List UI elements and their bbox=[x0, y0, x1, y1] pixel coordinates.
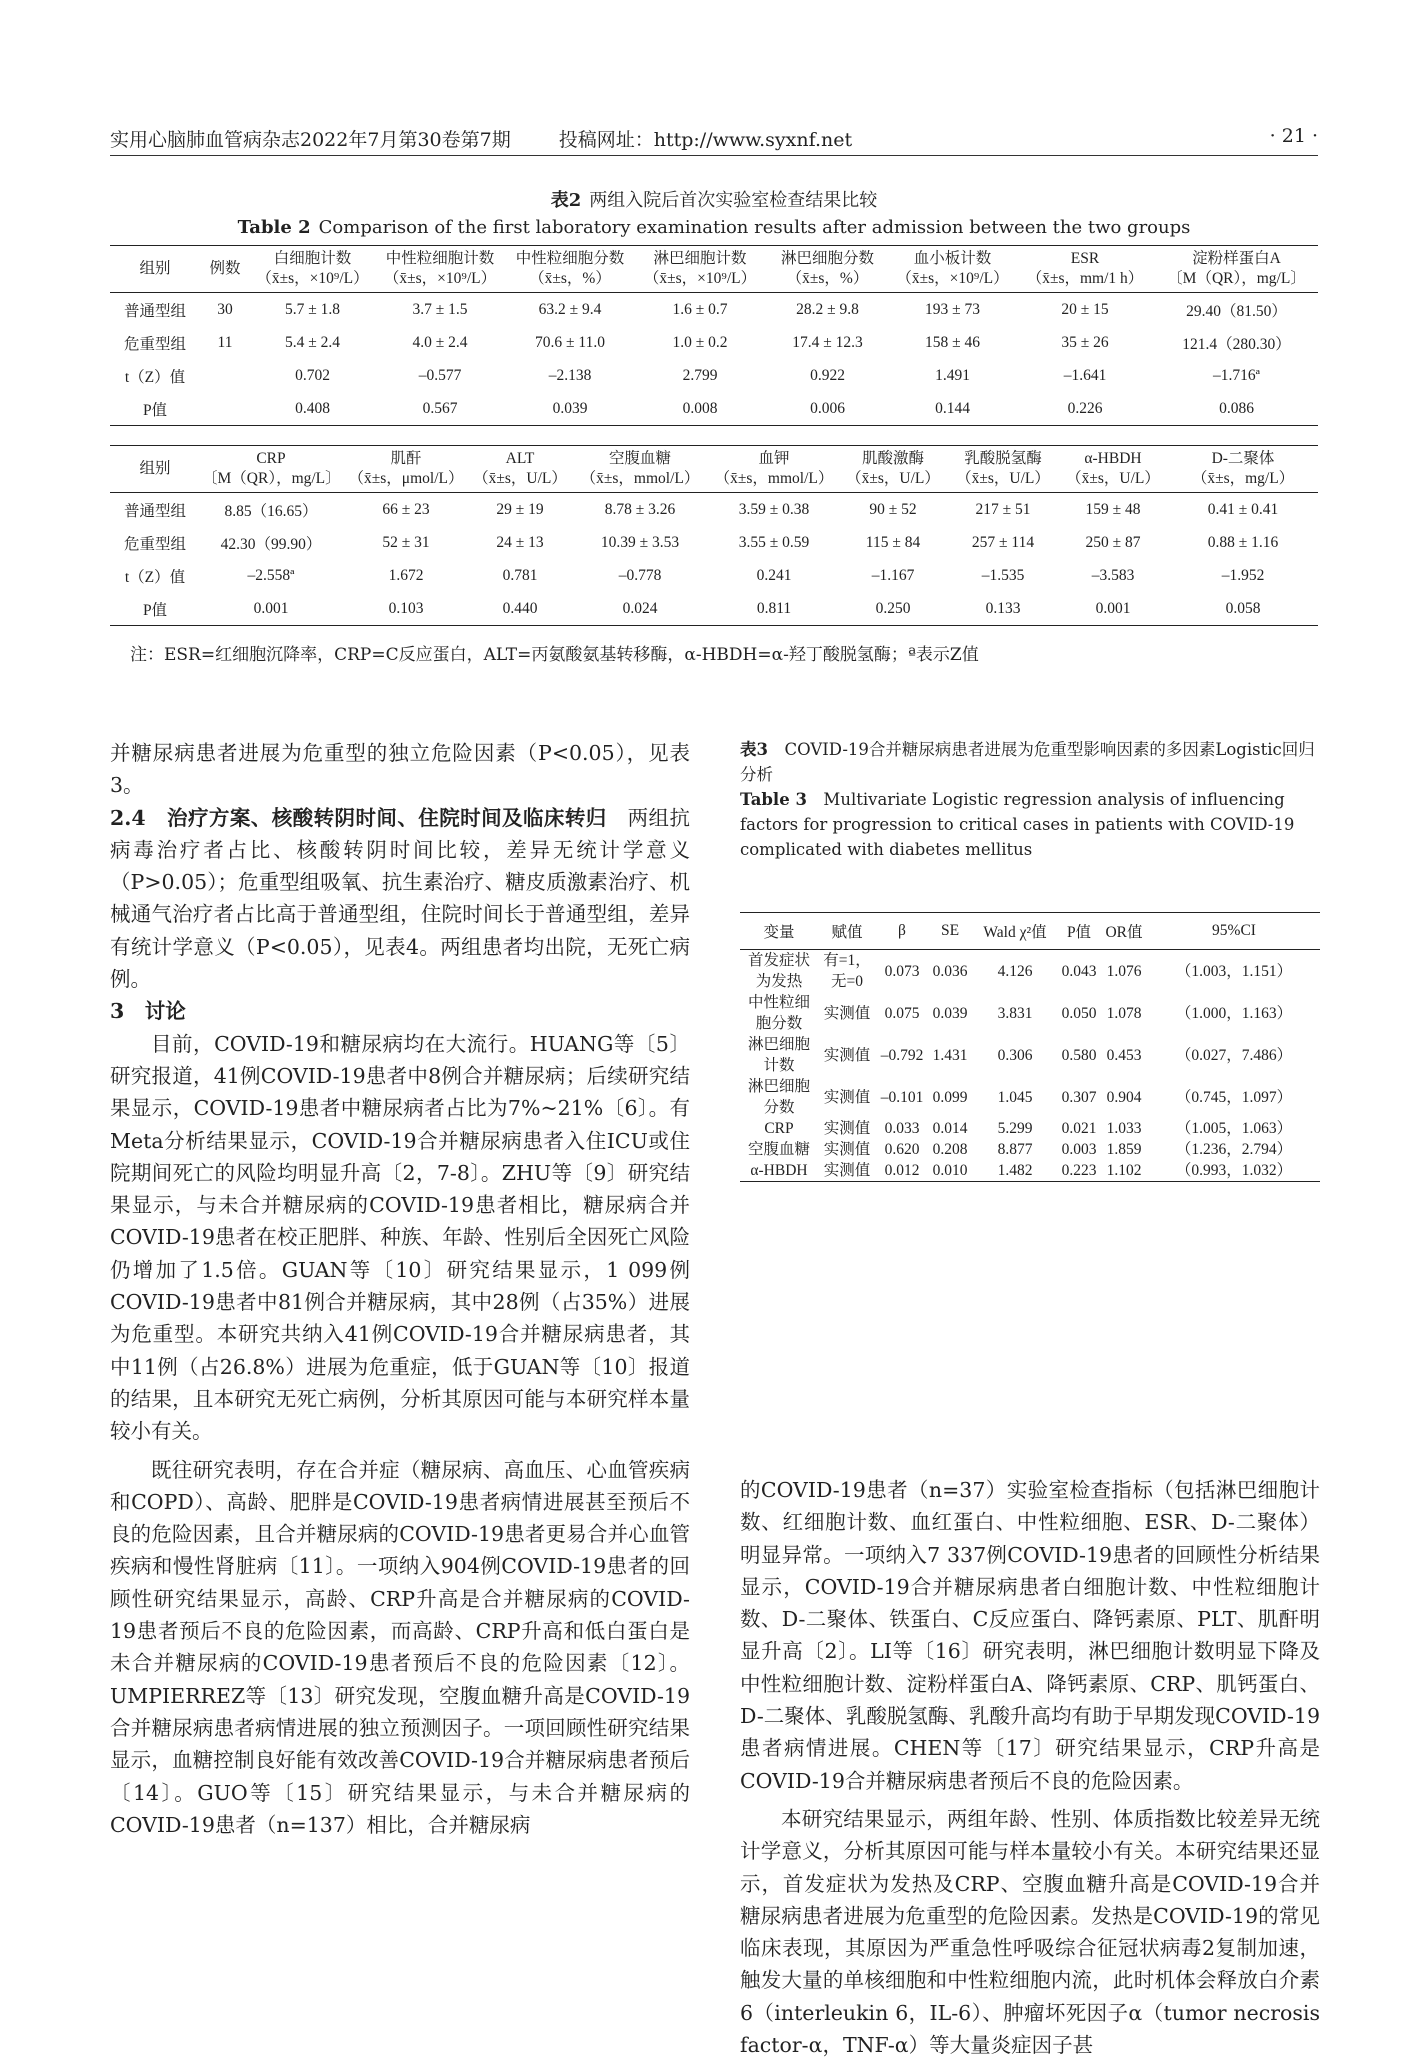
table2-part1-cell: –1.716ª bbox=[1213, 366, 1260, 384]
table3-cell: 8.877 bbox=[997, 1141, 1033, 1158]
table2-part2-cell: 250 ± 87 bbox=[1085, 533, 1141, 551]
table2-part1-cell: 70.6 ± 11.0 bbox=[535, 333, 605, 351]
table3-cell: 0.073 bbox=[884, 962, 920, 980]
table3-label-en: Table 3 bbox=[740, 790, 807, 809]
table2-part2-cell: –1.535 bbox=[981, 566, 1025, 584]
paragraph: 本研究结果显示，两组年龄、性别、体质指数比较差异无统计学意义，分析其原因可能与样本量较小有关。本研究结果还显示，首发症状为发热及CRP、空腹血糖升高是COVID-19合并糖尿病患者进展为危重型的危险因素。发热是COVID-19的常见临床表现，其原因为严重急性呼吸综合征冠状病毒2复制加速，触发大量的单核细胞和中性粒细胞内流，此时机体会释放白介素6（interleukin 6，IL-6）、肿瘤坏死因子α（tumor necrosis factor-α，TNF-α）等大量炎症因子甚 bbox=[740, 1806, 1320, 2058]
table2-part1-cell: 3.7 ± 1.5 bbox=[412, 300, 468, 318]
table2-part1-header-cell: 血小板计数 （x̄±s，×10⁹/L） bbox=[896, 250, 1009, 287]
table3-cell: 0.012 bbox=[884, 1162, 920, 1179]
table2-part2-cell: 0.781 bbox=[502, 566, 538, 584]
table2-part1-cell: 63.2 ± 9.4 bbox=[538, 300, 602, 318]
table3-row bbox=[740, 950, 1320, 993]
table3-cell: 实测值 bbox=[823, 1046, 871, 1064]
table2-part2-cell: 3.59 ± 0.38 bbox=[738, 500, 810, 518]
table3-cell: 中性粒细胞分数 bbox=[747, 994, 810, 1032]
table2-part1-cell: 危重型组 bbox=[123, 335, 186, 353]
table3-header-cell: β bbox=[898, 922, 906, 939]
table3-header-cell: 赋值 bbox=[831, 924, 863, 941]
table2-part2-cell: 0.024 bbox=[622, 599, 658, 617]
page-number: · 21 · bbox=[1269, 125, 1318, 147]
table2-part1-cell: t（Z）值 bbox=[124, 368, 186, 386]
right-column bbox=[740, 1474, 1320, 2061]
journal-name: 实用心脑肺血管病杂志2022年7月第30卷第7期 bbox=[110, 129, 511, 151]
table3-cell: 0.033 bbox=[884, 1120, 920, 1137]
table3-cell: 实测值 bbox=[823, 1162, 871, 1179]
table2-part1-cell: 20 ± 15 bbox=[1061, 300, 1109, 318]
table2-part1-cell: –1.641 bbox=[1063, 366, 1107, 384]
table2-part2-cell: –1.952 bbox=[1221, 566, 1265, 584]
table2-part2-header-cell: CRP 〔M（QR），mg/L〕 bbox=[202, 450, 341, 487]
table2-part2-cell: –1.167 bbox=[871, 566, 915, 584]
table2-part1-header-cell: 组别 bbox=[139, 260, 171, 277]
table3-cell: 0.075 bbox=[884, 1004, 920, 1022]
table2-part2-cell: 0.88 ± 1.16 bbox=[1207, 533, 1279, 551]
table2-part1-cell: 29.40（81.50） bbox=[1186, 302, 1287, 320]
table2-part1-cell: 193 ± 73 bbox=[924, 300, 980, 318]
table3-cell: 0.039 bbox=[932, 1004, 968, 1022]
table2-part1-cell: 121.4（280.30） bbox=[1182, 335, 1291, 353]
table2-part2-cell: 8.78 ± 3.26 bbox=[604, 500, 676, 518]
table3-cell: 1.102 bbox=[1106, 1162, 1142, 1179]
table3-header-cell: P值 bbox=[1066, 924, 1092, 941]
table2-part1-cell: 2.799 bbox=[682, 366, 718, 384]
table2-part1-cell: 35 ± 26 bbox=[1061, 333, 1109, 351]
section-heading-2-4: 2.4 治疗方案、核酸转阴时间、住院时间及临床转归 bbox=[110, 805, 607, 830]
table2-part1-cell: 5.7 ± 1.8 bbox=[284, 300, 340, 318]
table3-header-cell: OR值 bbox=[1105, 924, 1143, 941]
table2-part2-row bbox=[110, 526, 1318, 559]
table3-header-cell: 变量 bbox=[763, 924, 795, 941]
table3-cell: 0.010 bbox=[932, 1162, 968, 1179]
table3-cell: 0.021 bbox=[1061, 1120, 1097, 1137]
table2-part2-cell: 0.001 bbox=[1095, 599, 1131, 617]
paragraph: 两组抗病毒治疗者占比、核酸转阴时间比较，差异无统计学意义（P>0.05）；危重型组吸氧、抗生素治疗、糖皮质激素治疗、机械通气治疗者占比高于普通型组，住院时间长于普通型组，差异有统计学意义（P<0.05），见表4。两组患者均出院，无死亡病例。 bbox=[110, 805, 690, 992]
left-column bbox=[110, 737, 690, 1841]
table2-part2-cell: 0.41 ± 0.41 bbox=[1207, 500, 1279, 518]
table2-part2-cell: 66 ± 23 bbox=[382, 500, 430, 518]
table3-cell: 0.208 bbox=[932, 1141, 968, 1158]
table2-part1-cell: 11 bbox=[217, 333, 233, 351]
table2-part1-cell: P值 bbox=[142, 401, 168, 419]
table3-cell: （1.000，1.163） bbox=[1175, 1004, 1293, 1022]
table2-part2-cell: 217 ± 51 bbox=[975, 500, 1031, 518]
table3-cell: 实测值 bbox=[823, 1120, 871, 1137]
paragraph: 并糖尿病患者进展为危重型的独立危险因素（P<0.05），见表3。 bbox=[110, 741, 690, 798]
table2-part1-cell bbox=[200, 359, 250, 392]
table3-cell: 0.580 bbox=[1061, 1046, 1097, 1064]
table2-part2-cell: 159 ± 48 bbox=[1085, 500, 1141, 518]
table2-part2-cell: 10.39 ± 3.53 bbox=[600, 533, 680, 551]
table2-part1-header-cell: 例数 bbox=[209, 260, 241, 277]
table2-part1-cell: 30 bbox=[217, 300, 233, 318]
table3-row bbox=[740, 1118, 1320, 1139]
table3-cell: 0.043 bbox=[1061, 962, 1097, 980]
table2-part1-cell: 0.567 bbox=[422, 399, 458, 417]
table2-part2-header-row bbox=[110, 446, 1318, 493]
table2-part1-cell: 普通型组 bbox=[123, 302, 186, 320]
table2-label-cn: 表2 bbox=[550, 190, 582, 211]
table2-part2-cell: t（Z）值 bbox=[124, 568, 186, 586]
table2-part1-cell: 0.226 bbox=[1067, 399, 1103, 417]
table2-part2-cell: 42.30（99.90） bbox=[220, 535, 322, 553]
table3-cell: （1.236，2.794） bbox=[1175, 1141, 1293, 1158]
paragraph: 目前，COVID-19和糖尿病均在大流行。HUANG等〔5〕研究报道，41例COVID-19患者中8例合并糖尿病；后续研究结果显示，COVID-19患者中糖尿病者占比为7%~21%〔6〕。有Meta分析结果显示，COVID-19合并糖尿病患者入住ICU或住院期间死亡的风险均明显升高〔2，7-8〕。ZHU等〔9〕研究结果显示，与未合并糖尿病的COVID-19患者相比，糖尿病合并COVID-19患者在校正肥胖、种族、年龄、性别后全因死亡风险仍增加了1.5倍。GUAN等〔10〕研究结果显示，1 099例COVID-19患者中81例合并糖尿病，其中28例（占35%）进展为危重型。本研究共纳入41例COVID-19合并糖尿病患者，其中11例（占26.8%）进展为危重症，低于GUAN等〔10〕报道的结果，且本研究无死亡病例，分析其原因可能与本研究样本量较小有关。 bbox=[110, 1031, 690, 1444]
table3-cell: 1.859 bbox=[1106, 1141, 1142, 1158]
table2-part2-row bbox=[110, 559, 1318, 592]
table2-part1-cell bbox=[200, 392, 250, 426]
table2-part2-cell: 24 ± 13 bbox=[496, 533, 544, 551]
table2-part2-cell: –3.583 bbox=[1091, 566, 1135, 584]
table2-part1-header-cell: 淋巴细胞分数 （x̄±s，%） bbox=[780, 250, 874, 287]
table2-part1-cell: 0.702 bbox=[295, 366, 330, 384]
table3-cell: 1.078 bbox=[1106, 1004, 1142, 1022]
table3-cell: （1.005，1.063） bbox=[1175, 1120, 1293, 1137]
table2-part2-cell: 0.133 bbox=[985, 599, 1021, 617]
table2-part1-cell: 28.2 ± 9.8 bbox=[796, 300, 859, 318]
table3-cell: –0.101 bbox=[880, 1088, 924, 1106]
table3-cell: 有=1，无=0 bbox=[823, 952, 871, 990]
table2-part1-cell: 1.6 ± 0.7 bbox=[672, 300, 728, 318]
table3-cell: α-HBDH bbox=[750, 1162, 808, 1179]
table3-cell: 0.306 bbox=[997, 1046, 1033, 1064]
table3-cell: （0.027，7.486） bbox=[1175, 1046, 1293, 1064]
table2-part2 bbox=[110, 445, 1318, 626]
table2-part2-cell: 0.250 bbox=[875, 599, 911, 617]
table2-part1-header-cell: 中性粒细胞分数 （x̄±s，%） bbox=[515, 250, 625, 287]
table2-part1-cell: 17.4 ± 12.3 bbox=[792, 333, 863, 351]
table2-part1-row bbox=[110, 293, 1318, 327]
table3-cell: 1.045 bbox=[997, 1088, 1033, 1106]
table2-part1-header-row bbox=[110, 246, 1318, 293]
table2-part1-cell: 0.408 bbox=[295, 399, 330, 417]
table2-part2-cell: –2.558ª bbox=[247, 566, 295, 584]
table3-header-cell: 95%CI bbox=[1212, 922, 1256, 939]
table3-cell: 0.003 bbox=[1061, 1141, 1097, 1158]
table2-part2-cell: P值 bbox=[142, 601, 168, 619]
table3-row bbox=[740, 1034, 1320, 1076]
table2-part2-header-cell: 乳酸脱氢酶 （x̄±s，U/L） bbox=[956, 450, 1050, 487]
table2-part1-cell: 0.922 bbox=[810, 366, 845, 384]
table2-caption bbox=[110, 187, 1318, 241]
table2-title-cn: 两组入院后首次实验室检查结果比较 bbox=[589, 190, 878, 211]
table3-title-en: Multivariate Logistic regression analysis of influencing factors for progression to critical cases in patients with COVID-19 complicated with diabetes mellitus bbox=[740, 790, 1295, 859]
table3-cell: 首发症状为发热 bbox=[747, 952, 810, 990]
table2-part2-cell: 52 ± 31 bbox=[382, 533, 430, 551]
paragraph: 既往研究表明，存在合并症（糖尿病、高血压、心血管疾病和COPD）、高龄、肥胖是COVID-19患者病情进展甚至预后不良的危险因素，且合并糖尿病的COVID-19患者更易合并心血管疾病和慢性肾脏病〔11〕。一项纳入904例COVID-19患者的回顾性研究结果显示，高龄、CRP升高是合并糖尿病的COVID-19患者预后不良的危险因素，而高龄、CRP升高和低白蛋白是未合并糖尿病的COVID-19患者预后不良的危险因素〔12〕。UMPIERREZ等〔13〕研究发现，空腹血糖升高是COVID-19合并糖尿病患者病情进展的独立预测因子。一项回顾性研究结果显示，血糖控制良好能有效改善COVID-19合并糖尿病患者预后〔14〕。GUO等〔15〕研究结果显示，与未合并糖尿病的COVID-19患者（n=137）相比，合并糖尿病 bbox=[110, 1457, 690, 1837]
table2-part1-cell: 1.0 ± 0.2 bbox=[672, 333, 728, 351]
table2-part2-cell: 普通型组 bbox=[123, 502, 186, 520]
table3-cell: CRP bbox=[764, 1120, 794, 1137]
table3-cell: 3.831 bbox=[997, 1004, 1033, 1022]
table3-cell: 空腹血糖 bbox=[747, 1141, 810, 1158]
table3-cell: 0.036 bbox=[932, 962, 968, 980]
table2-note: 注：ESR=红细胞沉降率，CRP=C反应蛋白，ALT=丙氨酸氨基转移酶，α-HBDH=α-羟丁酸脱氢酶；ª表示Z值 bbox=[130, 645, 979, 665]
table2-part2-cell: 0.058 bbox=[1225, 599, 1261, 617]
table3-cell: 淋巴细胞计数 bbox=[747, 1036, 810, 1074]
table2-part1-row bbox=[110, 359, 1318, 392]
table2-part1-cell: –0.577 bbox=[418, 366, 462, 384]
table3-cell: 实测值 bbox=[823, 1088, 871, 1106]
table2-part1-cell: 0.039 bbox=[552, 399, 588, 417]
table2-part1-row bbox=[110, 392, 1318, 426]
table3 bbox=[740, 912, 1320, 1182]
table2-part2-cell: 0.103 bbox=[388, 599, 424, 617]
table2-part1-header-cell: ESR （x̄±s，mm/1 h） bbox=[1026, 250, 1144, 287]
table3-cell: （0.745，1.097） bbox=[1175, 1088, 1293, 1106]
table2-part2-cell: 1.672 bbox=[388, 566, 424, 584]
journal-website: 投稿网址：http://www.syxnf.net bbox=[558, 129, 853, 151]
table2-part1 bbox=[110, 245, 1318, 426]
paragraph: 的COVID-19患者（n=37）实验室检查指标（包括淋巴细胞计数、红细胞计数、血红蛋白、中性粒细胞、ESR、D-二聚体）明显异常。一项纳入7 337例COVID-19患者的回顾性分析结果显示，COVID-19合并糖尿病患者白细胞计数、中性粒细胞计数、D-二聚体、铁蛋白、C反应蛋白、降钙素原、PLT、肌酐明显升高〔2〕。LI等〔16〕研究表明，淋巴细胞计数明显下降及中性粒细胞计数、淀粉样蛋白A、降钙素原、CRP、肌钙蛋白、D-二聚体、乳酸脱氢酶、乳酸升高均有助于早期发现COVID-19患者病情进展。CHEN等〔17〕研究结果显示，CRP升高是COVID-19合并糖尿病患者预后不良的危险因素。 bbox=[740, 1478, 1320, 1793]
table2-part2-header-cell: 血钾 （x̄±s，mmol/L） bbox=[714, 450, 834, 487]
table2-part1-cell: 1.491 bbox=[935, 366, 970, 384]
table3-cell: 0.050 bbox=[1061, 1004, 1097, 1022]
table2-part1-cell: 0.006 bbox=[810, 399, 845, 417]
table2-part1-cell: 0.144 bbox=[935, 399, 970, 417]
table2-part1-cell: 5.4 ± 2.4 bbox=[284, 333, 340, 351]
table2-part2-header-cell: ALT （x̄±s，U/L） bbox=[473, 450, 567, 487]
table3-row bbox=[740, 1076, 1320, 1118]
table3-cell: 0.307 bbox=[1061, 1088, 1097, 1106]
table2-part1-cell: 0.008 bbox=[682, 399, 718, 417]
table2-part2-header-cell: 空腹血糖 （x̄±s，mmol/L） bbox=[580, 450, 700, 487]
table2-part2-cell: 0.811 bbox=[756, 599, 792, 617]
table3-row bbox=[740, 992, 1320, 1034]
table2-part2-cell: 0.440 bbox=[502, 599, 538, 617]
table2-part2-header-cell: 组别 bbox=[139, 460, 171, 477]
table3-cell: 0.620 bbox=[884, 1141, 920, 1158]
table3-cell: 4.126 bbox=[997, 962, 1033, 980]
table3-cell: –0.792 bbox=[880, 1046, 924, 1064]
running-header bbox=[110, 121, 1318, 156]
table3-row bbox=[740, 1139, 1320, 1160]
table3-cell: 1.033 bbox=[1106, 1120, 1142, 1137]
table3-cell: 1.482 bbox=[997, 1162, 1033, 1179]
table2-part1-header-cell: 淋巴细胞计数 （x̄±s，×10⁹/L） bbox=[643, 250, 757, 287]
table2-part2-cell: 8.85（16.65） bbox=[224, 502, 318, 520]
section-heading-3: 3 讨论 bbox=[110, 999, 186, 1024]
table3-cell: 5.299 bbox=[997, 1120, 1033, 1137]
table2-part2-cell: 115 ± 84 bbox=[865, 533, 921, 551]
table2-part2-cell: 3.55 ± 0.59 bbox=[738, 533, 810, 551]
table2-part2-cell: 257 ± 114 bbox=[971, 533, 1035, 551]
table2-part2-header-cell: 肌酸激酶 （x̄±s，U/L） bbox=[846, 450, 940, 487]
table3-label-cn: 表3 bbox=[740, 740, 768, 759]
table2-part1-header-cell: 中性粒细胞计数 （x̄±s，×10⁹/L） bbox=[383, 250, 497, 287]
table2-part1-cell: 158 ± 46 bbox=[924, 333, 980, 351]
table3-cell: 0.904 bbox=[1106, 1088, 1142, 1106]
table3-title-cn: COVID-19合并糖尿病患者进展为危重型影响因素的多因素Logistic回归分析 bbox=[740, 740, 1315, 784]
table3-header-cell: SE bbox=[940, 922, 960, 939]
table2-part2-header-cell: D-二聚体 （x̄±s，mg/L） bbox=[1191, 450, 1295, 487]
table3-header-cell: Wald χ²值 bbox=[983, 924, 1047, 941]
table2-part1-header-cell: 淀粉样蛋白A 〔M（QR），mg/L〕 bbox=[1167, 250, 1306, 287]
table2-part1-cell: –2.138 bbox=[548, 366, 592, 384]
table3-cell: 0.223 bbox=[1061, 1162, 1097, 1179]
table2-title-en: Comparison of the first laboratory examination results after admission between the two groups bbox=[318, 217, 1191, 238]
table2-part1-cell: 4.0 ± 2.4 bbox=[412, 333, 468, 351]
table3-cell: 1.076 bbox=[1106, 962, 1142, 980]
table2-part1-header-cell: 白细胞计数 （x̄±s，×10⁹/L） bbox=[256, 250, 369, 287]
table3-cell: 0.453 bbox=[1106, 1046, 1142, 1064]
table3-cell: 0.099 bbox=[932, 1088, 968, 1106]
table2-part1-row bbox=[110, 326, 1318, 359]
table2-part2-cell: 0.001 bbox=[253, 599, 289, 617]
table2-part2-row bbox=[110, 493, 1318, 527]
table3-row bbox=[740, 1160, 1320, 1182]
table2-part2-cell: 0.241 bbox=[756, 566, 792, 584]
table3-caption bbox=[740, 737, 1320, 862]
table3-cell: 淋巴细胞分数 bbox=[747, 1078, 810, 1116]
table2-part2-cell: 29 ± 19 bbox=[496, 500, 544, 518]
table2-label-en: Table 2 bbox=[237, 217, 311, 238]
table2-part2-row bbox=[110, 592, 1318, 626]
table3-cell: 实测值 bbox=[823, 1004, 871, 1022]
table3-header-row bbox=[740, 913, 1320, 950]
table2-part1-cell: 0.086 bbox=[1219, 399, 1254, 417]
table3-cell: 实测值 bbox=[823, 1141, 871, 1158]
table2-part2-header-cell: 肌酐 （x̄±s，μmol/L） bbox=[348, 450, 464, 487]
table3-cell: （1.003，1.151） bbox=[1175, 962, 1293, 980]
table2-part2-cell: 90 ± 52 bbox=[869, 500, 917, 518]
table3-cell: 0.014 bbox=[932, 1120, 968, 1137]
table3-cell: 1.431 bbox=[932, 1046, 968, 1064]
table2-part2-header-cell: α-HBDH （x̄±s，U/L） bbox=[1066, 450, 1160, 487]
table2-part2-cell: 危重型组 bbox=[123, 535, 186, 553]
table3-cell: （0.993，1.032） bbox=[1175, 1162, 1293, 1179]
table2-part2-cell: –0.778 bbox=[618, 566, 662, 584]
